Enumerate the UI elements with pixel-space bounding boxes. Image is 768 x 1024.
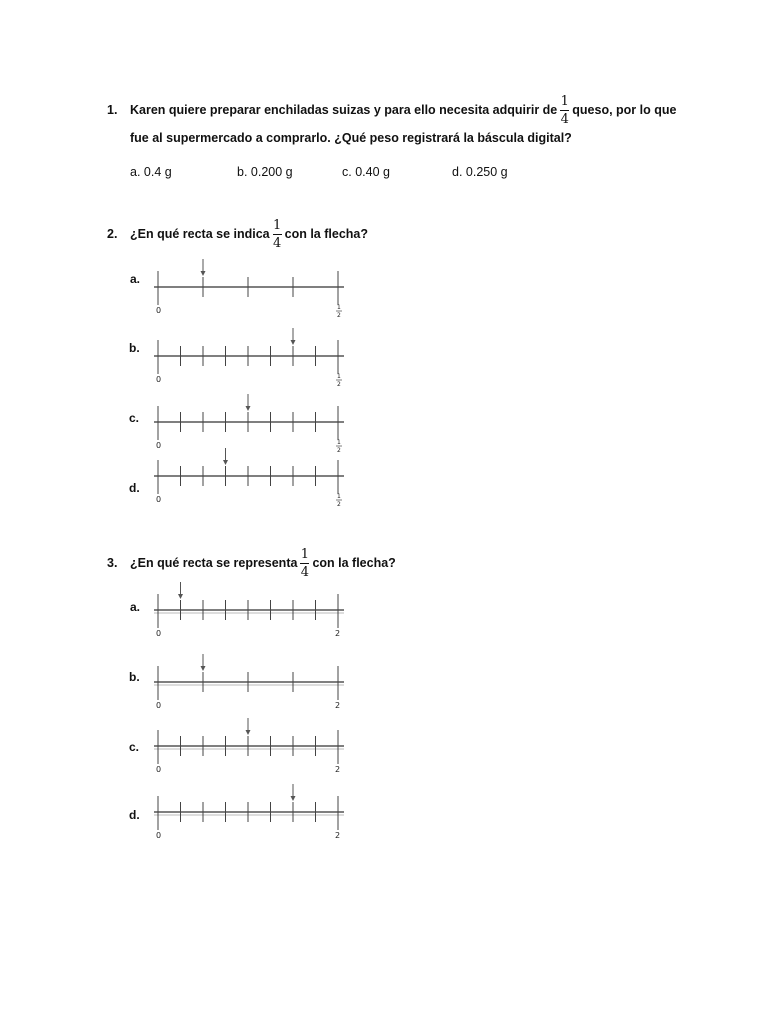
tick-label-start: 0 (156, 765, 162, 774)
tick-label-start: 0 (156, 629, 162, 638)
arrow-head-icon (291, 340, 296, 345)
tick-label-end-den: 2 (337, 447, 341, 454)
q3-fraction (300, 548, 309, 579)
q2-option-c-label[interactable]: c. (129, 411, 140, 425)
q1-line1 (130, 90, 676, 130)
q1-answer-d[interactable]: d. 0.250 g (452, 165, 508, 179)
arrow-head-icon (201, 271, 206, 276)
q3-option-a-label[interactable]: a. (130, 600, 141, 614)
q3-fraction-num: 1 (300, 546, 310, 562)
q3-text-before: ¿En qué recta se representa (130, 556, 298, 570)
q1-answer-b[interactable]: b. 0.200 g (237, 165, 293, 179)
q1-fraction-num: 1 (560, 93, 569, 109)
tick-label-end: 2 (335, 765, 341, 774)
q3-line (130, 543, 396, 583)
q1-answer-c[interactable]: c. 0.40 g (342, 165, 390, 179)
q2-line (130, 214, 368, 254)
tick-label-end-num: 1 (337, 439, 341, 446)
q2-fraction-den: 4 (273, 235, 282, 251)
tick-label-end: 2 (335, 701, 341, 710)
q3-number: 3. (107, 556, 118, 570)
q2-option-d-label[interactable]: d. (129, 481, 140, 495)
q2-text-before: ¿En qué recta se indica (130, 227, 270, 241)
q2-option-b-label[interactable]: b. (129, 341, 140, 355)
q3-option-a-line[interactable] (140, 578, 360, 643)
q1-number: 1. (107, 103, 118, 117)
tick-label-end: 2 (335, 629, 341, 638)
tick-label-start: 0 (156, 831, 162, 840)
tick-label-end-num: 1 (337, 493, 341, 500)
q3-option-c-line[interactable] (140, 714, 360, 779)
q1-text-before: Karen quiere preparar enchiladas suizas y para ello necesita adquirir de (130, 103, 558, 117)
arrow-head-icon (246, 406, 251, 411)
tick-label-end-den: 2 (337, 501, 341, 508)
q2-number: 2. (107, 227, 118, 241)
tick-label-start: 0 (156, 441, 162, 450)
q1-fraction (560, 95, 569, 126)
tick-label-end: 2 (335, 831, 341, 840)
q2-fraction-num: 1 (273, 217, 282, 233)
arrow-head-icon (201, 666, 206, 671)
q1-text-after: queso, por lo que (572, 103, 677, 117)
tick-label-start: 0 (156, 495, 162, 504)
tick-label-end-den: 2 (337, 312, 341, 319)
q1-fraction-den: 4 (560, 111, 569, 127)
q1-line2: fue al supermercado a comprarlo. ¿Qué peso registrará la báscula digital? (130, 131, 572, 145)
arrow-head-icon (291, 796, 296, 801)
q3-option-d-line[interactable] (140, 780, 360, 845)
q2-text-after: con la flecha? (284, 227, 368, 241)
arrow-head-icon (223, 460, 228, 465)
tick-label-end-num: 1 (337, 304, 341, 311)
tick-label-end-den: 2 (337, 381, 341, 388)
tick-label-end-num: 1 (337, 373, 341, 380)
q1-answer-a[interactable]: a. 0.4 g (130, 165, 172, 179)
q2-fraction (273, 219, 282, 250)
q3-option-b-label[interactable]: b. (129, 670, 140, 684)
tick-label-start: 0 (156, 701, 162, 710)
q2-option-b-line[interactable] (140, 324, 360, 389)
q3-option-b-line[interactable] (140, 650, 360, 715)
arrow-head-icon (178, 594, 183, 599)
q2-option-a-line[interactable] (140, 255, 360, 320)
tick-label-start: 0 (156, 306, 162, 315)
q3-text-after: con la flecha? (312, 556, 396, 570)
q3-option-c-label[interactable]: c. (129, 740, 140, 754)
q2-option-a-label[interactable]: a. (130, 272, 141, 286)
q3-fraction-den: 4 (300, 564, 310, 580)
q2-option-d-line[interactable] (140, 444, 360, 509)
tick-label-start: 0 (156, 375, 162, 384)
arrow-head-icon (246, 730, 251, 735)
q3-option-d-label[interactable]: d. (129, 808, 140, 822)
